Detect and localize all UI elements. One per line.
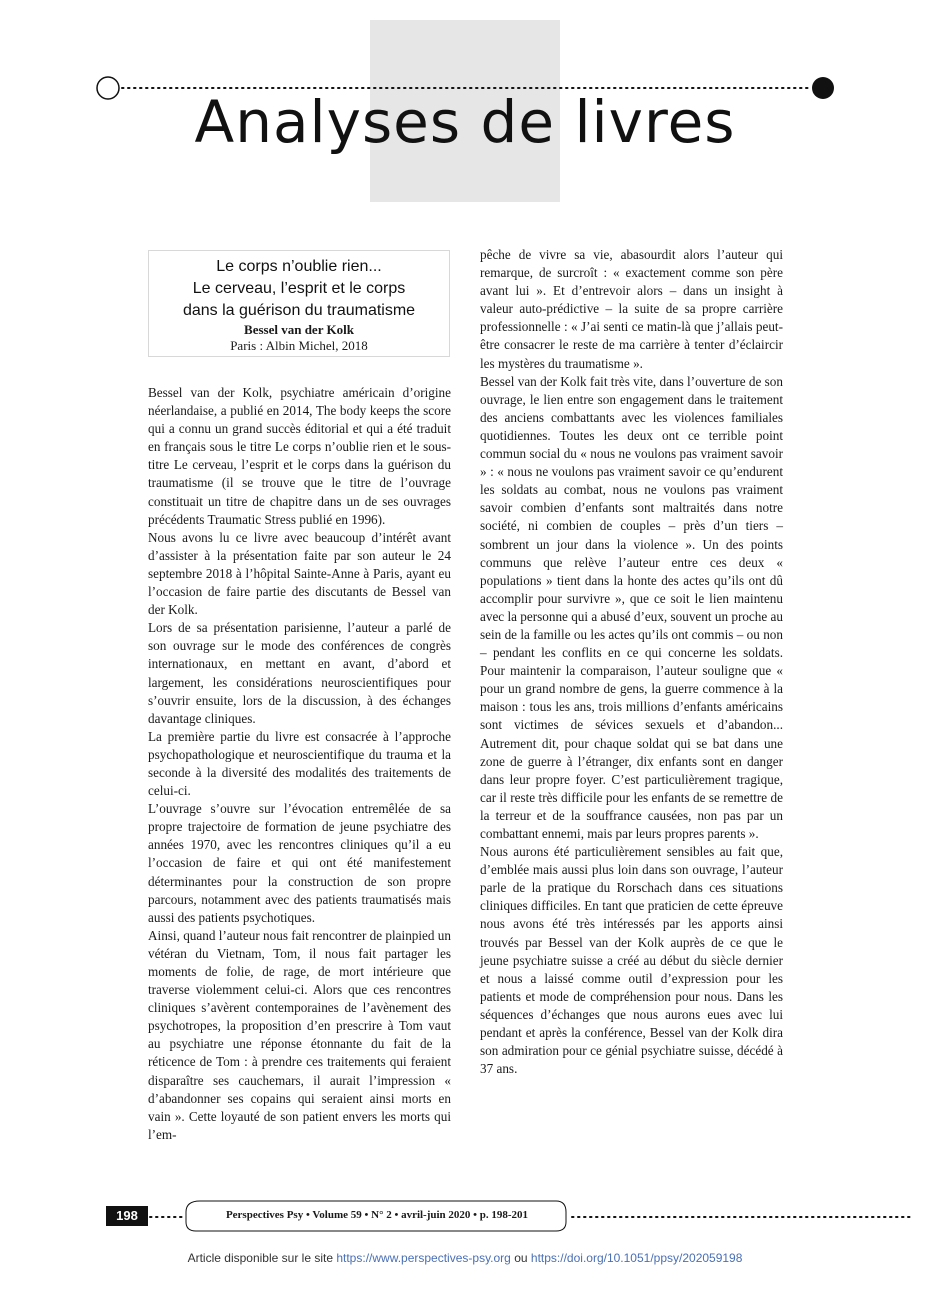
paragraph: pêche de vivre sa vie, abasourdit alors l’auteur qui remarque, de surcroît : « exactement comme son père avant lui ». Et d’entrevoir alors – dans un insight à valeur auto-prédictive – la suite de sa propre carrière professionnelle : « J’ai senti ce matin-là que j’allais peut-être consacrer le reste de ma carrière à tenter d’éclaircir les mystères du traumatisme ». — [480, 247, 783, 371]
paragraph: Ainsi, quand l’auteur nous fait rencontrer de plainpied un vétéran du Vietnam, Tom, il nous fait partager les moments de folie, de rage, de mort intérieure que traverse violemment celui-ci. Alors que ces rencontres cliniques s’avèrent contemporaines de l’avènement des psychotropes, la proposition d’en prescrire à Tom vaut au psychiatre une réponse étonnante du fait de la réticence de Tom : à prendre ces traitements qui feraient disparaître ses cauchemars, il aurait l’impression « d’abandonner ses copains qui seraient ainsi morts en vain ». Cette loyauté de son patient envers les morts qui l’em- — [148, 927, 451, 1142]
paragraph: Nous avons lu ce livre avec beaucoup d’intérêt avant d’assister à la présentation faite par son auteur le 24 septembre 2018 à l’hôpital Sainte-Anne à Paris, ayant eu l’occasion de faire partie des discutants de Bessel van der Kolk. — [148, 529, 451, 618]
book-author: Bessel van der Kolk — [244, 322, 354, 337]
paragraph: Lors de sa présentation parisienne, l’auteur a parlé de son ouvrage sur le mode des conférences de congrès internationaux, en mettant en avant, d’abord et largement, les considérations neuroscientifiques pour s’ouvrir ensuite, lors de la discussion, à des échanges davantage cliniques. — [148, 620, 451, 726]
book-title-line-2: Le cerveau, l’esprit et le corps — [192, 280, 406, 297]
paragraph: Bessel van der Kolk, psychiatre américain d’origine néerlandaise, a publié en 2014, The body keeps the score qui a connu un grand succès éditorial et qui a été traduit en français sous le titre Le corps n’oublie rien et le sous-titre Le cerveau, l’esprit et le corps dans la guérison du traumatisme (il se trouve que le titre de l’ouvrage constituait un titre de chapitre dans un de ses ouvrages précédents Traumatic Stress publié en 1996). — [148, 385, 451, 527]
book-title-line-3: dans la guérison du traumatisme — [182, 302, 416, 319]
page-number: 198 — [106, 1206, 148, 1226]
book-title-line-1: Le corps n’oublie rien... — [216, 258, 382, 275]
article-availability — [0, 1251, 930, 1265]
book-publisher: Paris : Albin Michel, 2018 — [230, 338, 368, 353]
article-prefix: Article disponible sur le site — [187, 1251, 333, 1265]
paragraph: Nous aurons été particulièrement sensibles au fait que, d’emblée mais aussi plus loin dans son ouvrage, l’auteur parle de la pratique du Rorschach dans ces situations cliniques difficiles. En tant que praticien de cette épreuve nous avons été très intéressés par les apports ainsi trouvés par Bessel van der Kolk auprès de ce que le jeune psychiatre suisse a créé au début du siècle dernier et nous a laissé comme outil d’expression pour les patients et mode de compréhension pour nous. Dans les séquences d’échanges que nous aurons eues avec lui pendant et après la conférence, Bessel van der Kolk dira son admiration pour ce génial psychiatre suisse, décédé à 37 ans. — [480, 844, 783, 1077]
paragraph: La première partie du livre est consacrée à l’approche psychopathologique et neuroscientifique du trauma et la seconde à la diversité des modalités des traitements de celui-ci. — [148, 728, 451, 799]
left-column — [148, 384, 451, 1144]
page-title: Analyses de livres — [194, 88, 736, 156]
or-text: ou — [514, 1251, 528, 1265]
book-info-box — [148, 250, 450, 357]
doi-link[interactable]: https://doi.org/10.1051/ppsy/202059198 — [530, 1251, 743, 1265]
right-column — [480, 246, 783, 1078]
paragraph: Bessel van der Kolk fait très vite, dans l’ouverture de son ouvrage, le lien entre son engagement dans le traitement des anciens combattants avec les violences familiales quotidiennes. Toutes les deux ont ce terrible point commun social du « nous ne voulons pas vraiment savoir » : « nous ne voulons pas vraiment savoir ce qu’endurent les soldats au combat, nous ne voulons pas vraiment savoir combien d’enfants sont maltraités dans notre société, ni combien de couples – près d’un tiers – sombrent un jour dans la violence ». Un des points communs que relève l’auteur entre ces deux « populations » tient dans la honte des actes qu’ils ont dû accomplir pour survivre », que ce soit le lien maintenu avec la personne qui a abusé d’eux, souvent un proche au sein de la famille ou les actes qu’ils ont commis – ou non – pendant les conflits en ce qui concerne les soldats. Pour maintenir la comparaison, l’auteur souligne que « pour un grand nombre de gens, la guerre commence à la maison : tous les ans, trois millions d’enfants américains sont victimes de sévices sexuels et d’abandon... Autrement dit, pour chaque soldat qui se bat dans une zone de guerre à l’étranger, dix enfants sont en danger dans leur propre foyer. C’est particulièrement tragique, car il reste très difficile pour les enfants de se remettre de la terreur et de la souffrance causées, non pas par un combattant ennemi, mais par leurs propres parents ». — [480, 373, 783, 841]
paragraph: L’ouvrage s’ouvre sur l’évocation entremêlée de sa propre trajectoire de formation de jeune psychiatre des années 1970, avec les rencontres cliniques qu’il a eu l’occasion de faire et qui ont été manifestement déterminantes pour la construction de son propre parcours, notamment avec des patients traumatisés mais aussi des patients psychotiques. — [148, 801, 451, 925]
site-link[interactable]: https://www.perspectives-psy.org — [336, 1251, 511, 1265]
journal-reference: Perspectives Psy • Volume 59 • N° 2 • avril-juin 2020 • p. 198-201 — [225, 1209, 529, 1221]
